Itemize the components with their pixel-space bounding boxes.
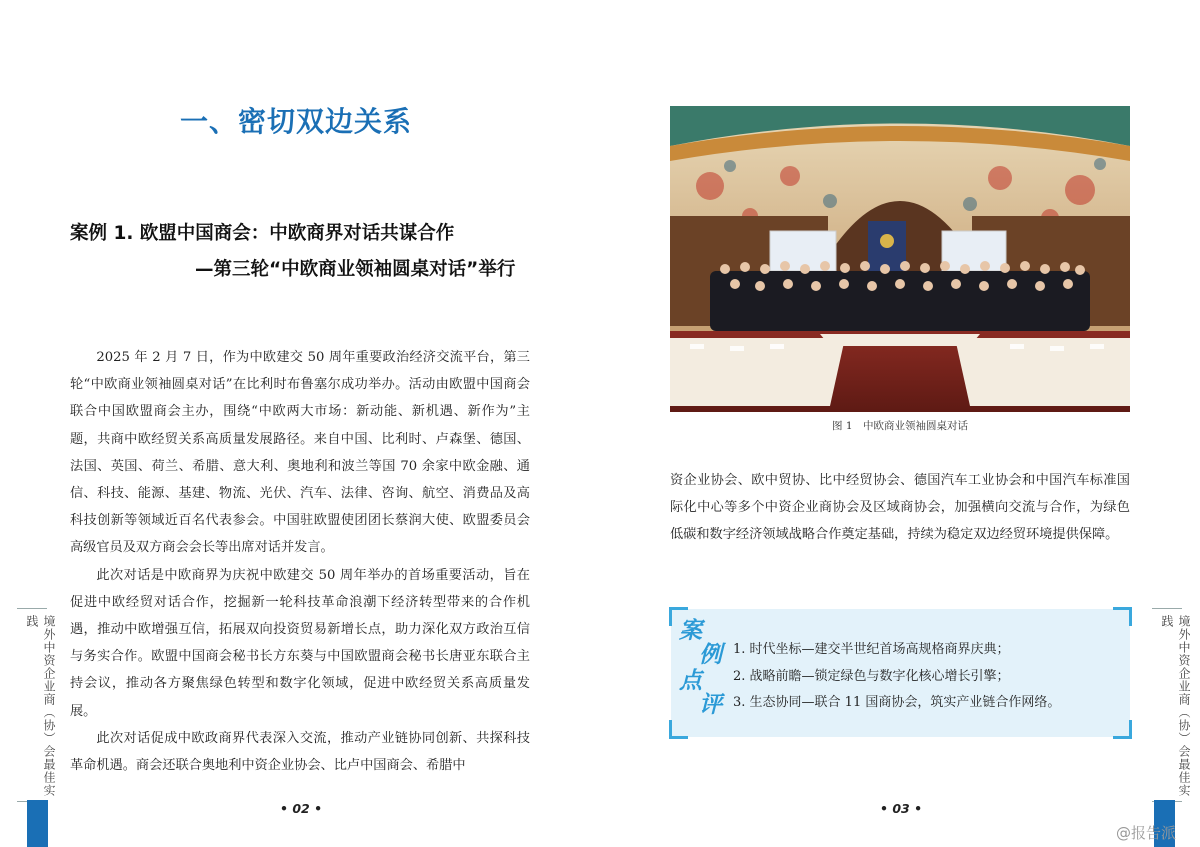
comment-item: 2. 战略前瞻—锁定绿色与数字化核心增长引擎； — [733, 668, 1010, 684]
page-number-right: • 03 • — [880, 801, 923, 816]
comment-item: 1. 时代坐标—建交半世纪首场高规格商界庆典； — [733, 642, 1010, 657]
case-subtitle: —第三轮“中欧商业领袖圆桌对话”举行 — [195, 259, 516, 280]
case-comment-box — [671, 609, 1130, 737]
case-title: 案例 1. 欧盟中国商会：中欧商界对话共谋合作 — [70, 223, 455, 244]
side-tab-left — [17, 608, 56, 802]
section-title: 一、密切双边关系 — [180, 105, 413, 138]
case-comment-label — [677, 617, 725, 727]
corner-decoration — [1113, 720, 1132, 739]
comment-label-char: 评 — [699, 691, 722, 718]
right-body-text — [670, 467, 1130, 549]
side-tab-label: 境外中资企业商（协）会最佳实践 — [25, 615, 56, 797]
page-number-left: • 02 • — [280, 801, 323, 816]
paragraph: 资企业协会、欧中贸协、比中经贸协会、德国汽车工业协会和中国汽车标准国际化中心等多个中资企业商协会及区域商协会，加强横向交流与合作，为绿色低碳和数字经济领域战略合作奠定基础，持续为稳定双边经贸环境提供保障。 — [670, 473, 1130, 543]
paragraph: 此次对话是中欧商界为庆祝中欧建交 50 周年举办的首场重要活动，旨在促进中欧经贸对话合作，挖掘新一轮科技革命浪潮下经济转型带来的合作机遇，推动中欧增强互信，拓展双向投资贸易新增长点，助力深化双方政治互信与务实合作。欧盟中国商会秘书长方东葵与中国欧盟商会秘书长唐亚东联合主持会议，推动各方聚焦绿色转型和数字化领域，促进中欧经贸关系高质量发展。 — [70, 567, 530, 719]
comment-label-char: 例 — [699, 641, 722, 668]
left-body-text — [70, 344, 530, 779]
comment-label-char: 点 — [679, 667, 702, 694]
side-tab-right — [1152, 608, 1191, 802]
paragraph: 此次对话促成中欧政商界代表深入交流，推动产业链协同创新、共探科技革命机遇。商会还联合奥地利中资企业协会、比卢中国商会、希腊中 — [70, 730, 530, 774]
watermark: @报告派 — [1116, 824, 1177, 842]
comment-item: 3. 生态协同—联合 11 国商协会，筑实产业链合作网络。 — [733, 695, 1061, 710]
figure-caption: 图 1 中欧商业领袖圆桌对话 — [831, 420, 969, 432]
comment-label-char: 案 — [679, 617, 702, 644]
corner-decoration — [1113, 607, 1132, 626]
paragraph: 2025 年 2 月 7 日，作为中欧建交 50 周年重要政治经济交流平台，第三轮“中欧商业领袖圆桌对话”在比利时布鲁塞尔成功举办。活动由欧盟中国商会联合中国欧盟商会主办，围绕“中欧两大市场：新动能、新机遇、新作为”主题，共商中欧经贸关系高质量发展路径。来自中国、比利时、卢森堡、德国、法国、英国、荷兰、希腊、意大利、奥地利和波兰等国 70 余家中欧金融、通信、科技、能源、基建、物流、光伏、汽车、法律、咨询、航空、消费品及高科技创新等领域近百名代表参会。中国驻欧盟使团团长蔡润大使、欧盟委员会高级官员及双方商会会长等出席对话并发言。 — [70, 350, 530, 556]
side-bar-left — [27, 800, 48, 847]
side-tab-label: 境外中资企业商（协）会最佳实践 — [1160, 615, 1191, 797]
event-photo-illustration — [670, 106, 1130, 412]
comment-list — [733, 637, 1060, 717]
event-photo — [670, 106, 1130, 412]
